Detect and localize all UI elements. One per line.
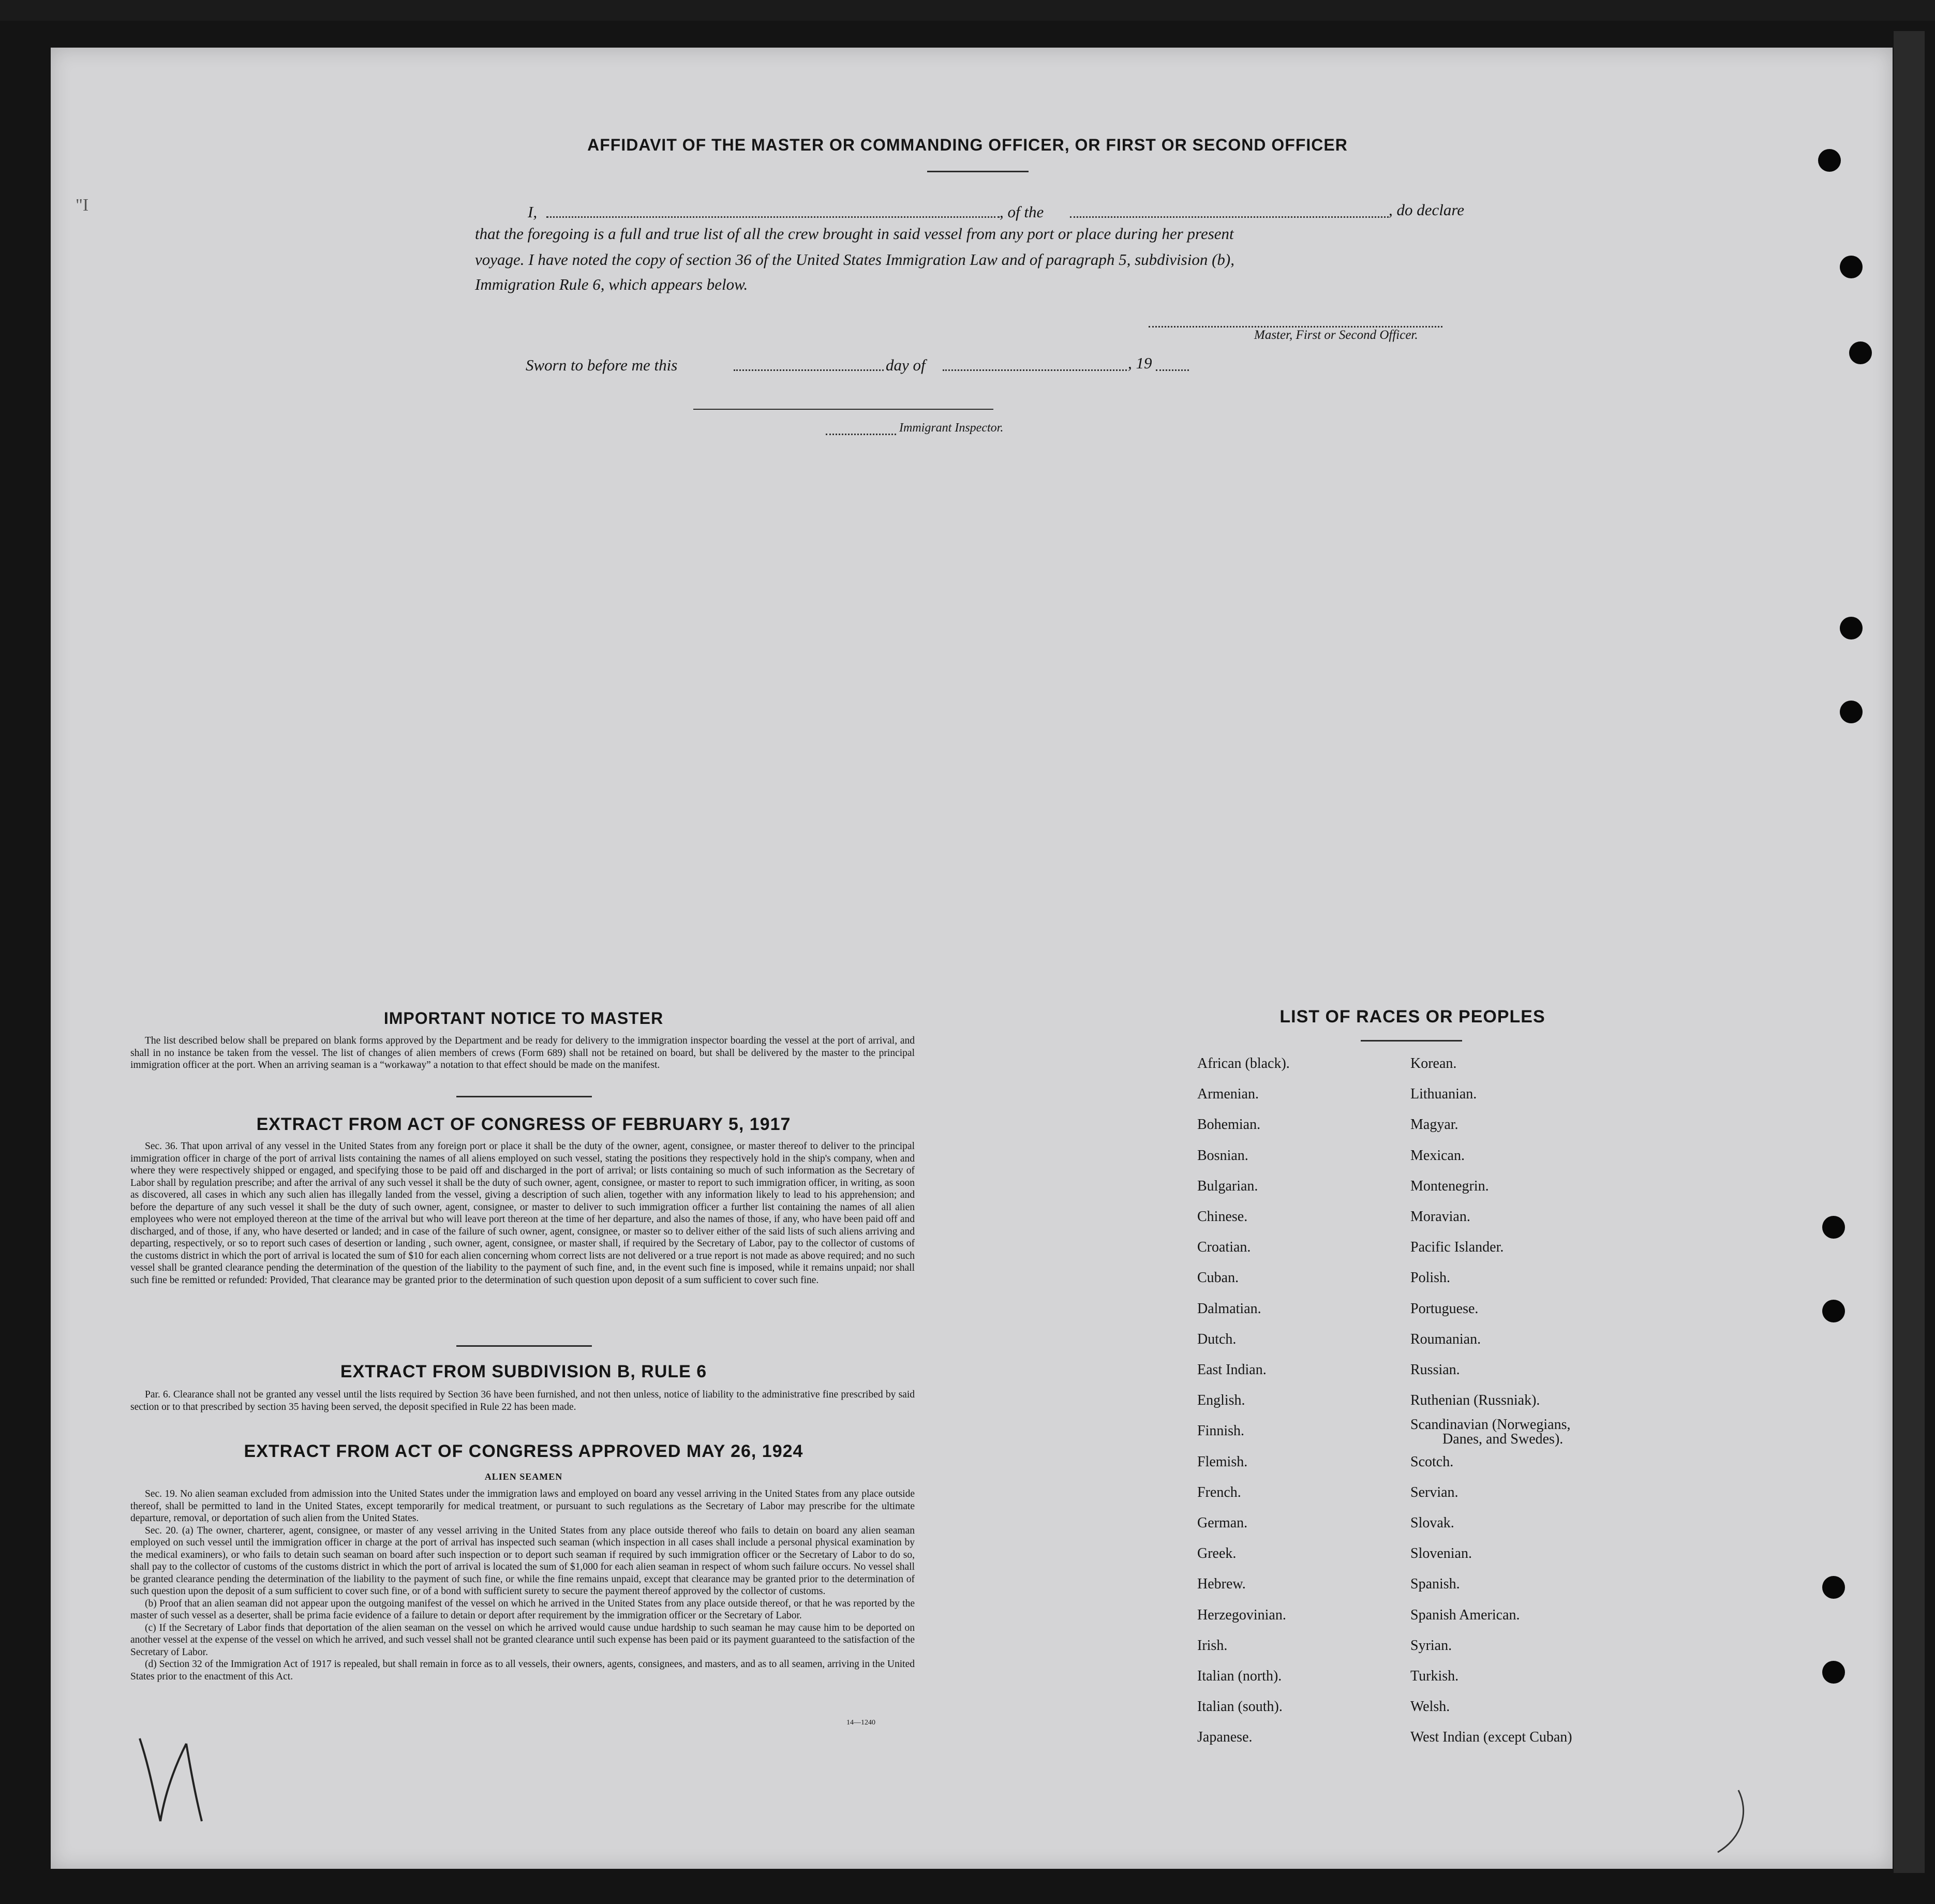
- race-item: Cuban.: [1197, 1270, 1239, 1286]
- master-signature-label: Master, First or Second Officer.: [1254, 328, 1418, 342]
- race-item: Magyar.: [1410, 1117, 1458, 1133]
- sec-20d-text: (d) Section 32 of the Immigration Act of 1917 is repealed, but shall remain in force as to all vessels, their owners, agents, consignees, and masters, and as to all seamen, arriving in the United States prior to the enactment of this Act.: [130, 1659, 915, 1682]
- handwritten-initial: [129, 1723, 243, 1826]
- race-item: Bulgarian.: [1197, 1178, 1258, 1194]
- race-item: Croatian.: [1197, 1239, 1251, 1256]
- sworn-label: Sworn to before me this: [526, 356, 678, 374]
- sworn-day-field[interactable]: [734, 369, 884, 371]
- sec-20b-text: (b) Proof that an alien seaman did not appear upon the outgoing manifest of the vessel on which he arrived in the United States from any place outside thereof, or that he was reported by the master of such vessel as a deserter, shall be prima facie evidence of a failure to detain or deport after requirement by the immigration officer or the Secretary of Labor.: [130, 1598, 915, 1621]
- vessel-name-field[interactable]: [1070, 216, 1389, 218]
- affidavit-line-4: Immigration Rule 6, which appears below.: [475, 275, 748, 293]
- affidavit-line-3: voyage. I have noted the copy of section 36 of the United States Immigration Law and of paragraph 5, subdivision (b),: [475, 250, 1234, 269]
- binder-hole: [1840, 256, 1863, 278]
- binder-hole: [1822, 1576, 1845, 1599]
- race-item: Italian (south).: [1197, 1699, 1283, 1715]
- races-title: LIST OF RACES OR PEOPLES: [1279, 1007, 1545, 1027]
- race-item: Turkish.: [1410, 1668, 1459, 1684]
- race-item: Russian.: [1410, 1362, 1460, 1378]
- binder-hole: [1822, 1661, 1845, 1684]
- notice-body: [130, 1035, 915, 1072]
- race-item: Italian (north).: [1197, 1668, 1282, 1684]
- race-item: German.: [1197, 1515, 1248, 1531]
- sec-19-text: Sec. 19. No alien seaman excluded from admission into the United States under the immigration laws and employed on board any vessel arriving in the United States from any place outside thereof, shall be permitted to land in the United States, except temporarily for medical treatment, or pursuant to such regulations as the Secretary of Labor may prescribe for the ultimate departure, removal, or deportation of such alien from the United States.: [130, 1489, 915, 1524]
- race-item: Welsh.: [1410, 1699, 1450, 1715]
- corner-curl: [1707, 1785, 1769, 1857]
- inspector-dots: [826, 434, 896, 435]
- notice-text: The list described below shall be prepared on blank forms approved by the Department and be ready for delivery to the immigration inspector boarding the vessel at the port of arrival, and shall in no instance be taken from the vessel. The list of changes of alien members of crews (Form 689) shall not be retained on board, but shall be delivered by the master to the principal immigration officer at the port. When an arriving seaman is a “workaway” a notation to that effect should be made on the manifest.: [130, 1035, 915, 1070]
- race-item: English.: [1197, 1392, 1245, 1409]
- race-item: Dalmatian.: [1197, 1300, 1261, 1317]
- affiant-i: I,: [528, 203, 538, 221]
- affiant-name-field[interactable]: [546, 216, 1000, 218]
- sec-20c-text: (c) If the Secretary of Labor finds that deportation of the alien seaman on the vessel on which he arrived would cause undue hardship to such seaman he may cause him to be deported on another vessel at the expense of the vessel on which he arrived, and such vessel shall not be granted clearance until such expense has been paid or its payment guaranteed to the satisfaction of the Secretary of Labor.: [130, 1622, 915, 1658]
- race-item-continuation: Danes, and Swedes).: [1442, 1431, 1564, 1448]
- race-item: East Indian.: [1197, 1362, 1267, 1378]
- race-item: Ruthenian (Russniak).: [1410, 1392, 1540, 1409]
- race-item: Syrian.: [1410, 1637, 1452, 1654]
- extract-1924-body: [130, 1488, 915, 1683]
- day-of-label: day of: [886, 356, 926, 374]
- affidavit-title: AFFIDAVIT OF THE MASTER OR COMMANDING OFFICER, OR FIRST OR SECOND OFFICER: [587, 136, 1348, 154]
- race-item: West Indian (except Cuban): [1410, 1729, 1572, 1746]
- race-item: Moravian.: [1410, 1209, 1470, 1225]
- race-item: African (black).: [1197, 1055, 1290, 1072]
- race-item: Armenian.: [1197, 1086, 1259, 1103]
- binder-hole: [1840, 701, 1863, 723]
- race-item: Servian.: [1410, 1484, 1458, 1500]
- binder-hole: [1822, 1300, 1845, 1322]
- race-item: Bohemian.: [1197, 1117, 1261, 1133]
- race-item: Montenegrin.: [1410, 1178, 1489, 1194]
- binder-hole: [1840, 617, 1863, 639]
- extract-1917-title: EXTRACT FROM ACT OF CONGRESS OF FEBRUARY 5, 1917: [256, 1114, 791, 1134]
- extract-1924-title: EXTRACT FROM ACT OF CONGRESS APPROVED MAY 26, 1924: [244, 1441, 803, 1461]
- race-item: Polish.: [1410, 1270, 1451, 1286]
- race-item: Portuguese.: [1410, 1300, 1479, 1317]
- race-item: Slovenian.: [1410, 1545, 1472, 1562]
- rule-6-body: [130, 1389, 915, 1413]
- race-item: Korean.: [1410, 1055, 1457, 1072]
- race-item: Lithuanian.: [1410, 1086, 1477, 1103]
- scan-frame-top: [0, 0, 1935, 21]
- binder-hole: [1849, 341, 1872, 364]
- race-item: Herzegovinian.: [1197, 1606, 1286, 1623]
- sworn-year-field[interactable]: [1156, 369, 1189, 371]
- rule-6-title: EXTRACT FROM SUBDIVISION B, RULE 6: [340, 1362, 707, 1381]
- section-36-text: Sec. 36. That upon arrival of any vessel in the United States from any foreign port or place it shall be the duty of the owner, agent, consignee, or master thereof to deliver to the principal immigration officer in charge of the port of arrival lists containing the names of all aliens employed on such vessel, stating the positions they respectively hold in the ship's company, when and where they were respectively shipped or engaged, and specifying those to be paid off and discharged in the port of arrival; or lists containing so much of such information as the Secretary of Labor shall by regulation prescribe; and after the arrival of any such vessel it shall be the duty of such owner, agent, consignee, or master to report to such immigration officer, in writing, as soon as discovered, all cases in which any such alien has illegally landed from the vessel, giving a description of such alien, together with any information likely to lead to his apprehension; and before the departure of any such vessel it shall be the duty of such owner, agent, consignee, or master to deliver to such immigration officer a further list containing the names of all alien employees who were not employed thereon at the time of the arrival but who will leave port thereon at the time of her departure, and also the names of those, if any, who have been paid off and discharged, and of those, if any, who have deserted or landed; and in case of the failure of such owner, agent, consignee, or master so to deliver either of the said lists of such aliens arriving and departing, respectively, or so to report such cases of desertion or landing , such owner, agent, consignee, or master shall, if required by the Secretary of Labor, pay to the collector of customs of the customs district in which the port of arrival is located the sum of $10 for each alien concerning whom correct lists are not delivered or a true report is not made as above required; and no such vessel shall be granted clearance pending the determination of the question of the liability to the payment of such fine, and, in the event such fine is imposed, while it remains unpaid; nor shall such fine be remitted or refunded: Provided, That clearance may be granted prior to the determination of such question upon deposit of a sum sufficient to cover such fine.: [130, 1141, 915, 1286]
- sec-20a-text: Sec. 20. (a) The owner, charterer, agent, consignee, or master of any vessel arriving in the United States from any place outside thereof who fails to detain on board any alien seaman employed on such vessel until the immigration officer in charge at the port of arrival has inspected such seaman (which inspection in all cases shall include a personal physical examination by the medical examiners), or who fails to detain such seaman on board after such inspection or to deport such seaman if required by such immigration officer or the Secretary of Labor to do so, shall pay to the collector of customs of the customs district in which the port of arrival is located the sum of $1,000 for each alien seaman in respect of whom such failure occurs. No vessel shall be granted clearance pending the determination of the liability to the payment of such fine, or while the fine remains unpaid, except that clearance may be granted prior to the determination of such question upon the deposit of a sum sufficient to cover such fine, or of a bond with sufficient surety to secure the payment thereof approved by the collector of customs.: [130, 1525, 915, 1597]
- race-item: Irish.: [1197, 1637, 1228, 1654]
- race-item: Hebrew.: [1197, 1576, 1246, 1593]
- form-number: 14—1240: [846, 1719, 875, 1727]
- scan-frame-edge: [1894, 31, 1925, 1873]
- race-item: Roumanian.: [1410, 1331, 1481, 1347]
- race-item: French.: [1197, 1484, 1241, 1500]
- race-item: Chinese.: [1197, 1209, 1248, 1225]
- race-item: Flemish.: [1197, 1453, 1248, 1470]
- par-6-text: Par. 6. Clearance shall not be granted any vessel until the lists required by Section 36 have been furnished, and not then unless, notice of liability to the administrative fine prescribed by said section or to that prescribed by section 35 having been served, the deposit specified in Rule 22 has been made.: [130, 1389, 915, 1412]
- master-signature-line[interactable]: [1149, 326, 1442, 328]
- race-item: Scotch.: [1410, 1453, 1454, 1470]
- race-item: Finnish.: [1197, 1423, 1245, 1439]
- race-item: Pacific Islander.: [1410, 1239, 1504, 1256]
- race-item: Spanish American.: [1410, 1606, 1520, 1623]
- affidavit-line-2: that the foregoing is a full and true list of all the crew brought in said vessel from any port or place during her present: [475, 225, 1234, 243]
- race-item: Mexican.: [1410, 1147, 1465, 1164]
- race-item: Bosnian.: [1197, 1147, 1248, 1164]
- alien-seamen-subtitle: ALIEN SEAMEN: [484, 1471, 563, 1482]
- notice-title: IMPORTANT NOTICE TO MASTER: [383, 1009, 664, 1028]
- section-divider: [456, 1096, 592, 1097]
- title-divider: [927, 171, 1029, 172]
- extract-1917-body: [130, 1140, 915, 1286]
- race-item: Japanese.: [1197, 1729, 1253, 1746]
- year-label: , 19: [1128, 354, 1152, 372]
- inspector-label: Immigrant Inspector.: [899, 421, 1004, 435]
- race-item: Scandinavian (Norwegians,: [1410, 1417, 1571, 1433]
- of-the-label: , of the: [1000, 203, 1044, 221]
- races-divider: [1361, 1040, 1462, 1042]
- binder-hole: [1822, 1216, 1845, 1239]
- margin-mark: "I: [76, 196, 89, 215]
- race-item: Dutch.: [1197, 1331, 1237, 1347]
- race-item: Slovak.: [1410, 1515, 1454, 1531]
- do-declare-label: , do declare: [1389, 201, 1465, 219]
- inspector-signature-line[interactable]: [693, 409, 993, 410]
- race-item: Greek.: [1197, 1545, 1237, 1562]
- sworn-month-field[interactable]: [943, 369, 1127, 371]
- section-divider: [456, 1345, 592, 1347]
- race-item: Spanish.: [1410, 1576, 1460, 1593]
